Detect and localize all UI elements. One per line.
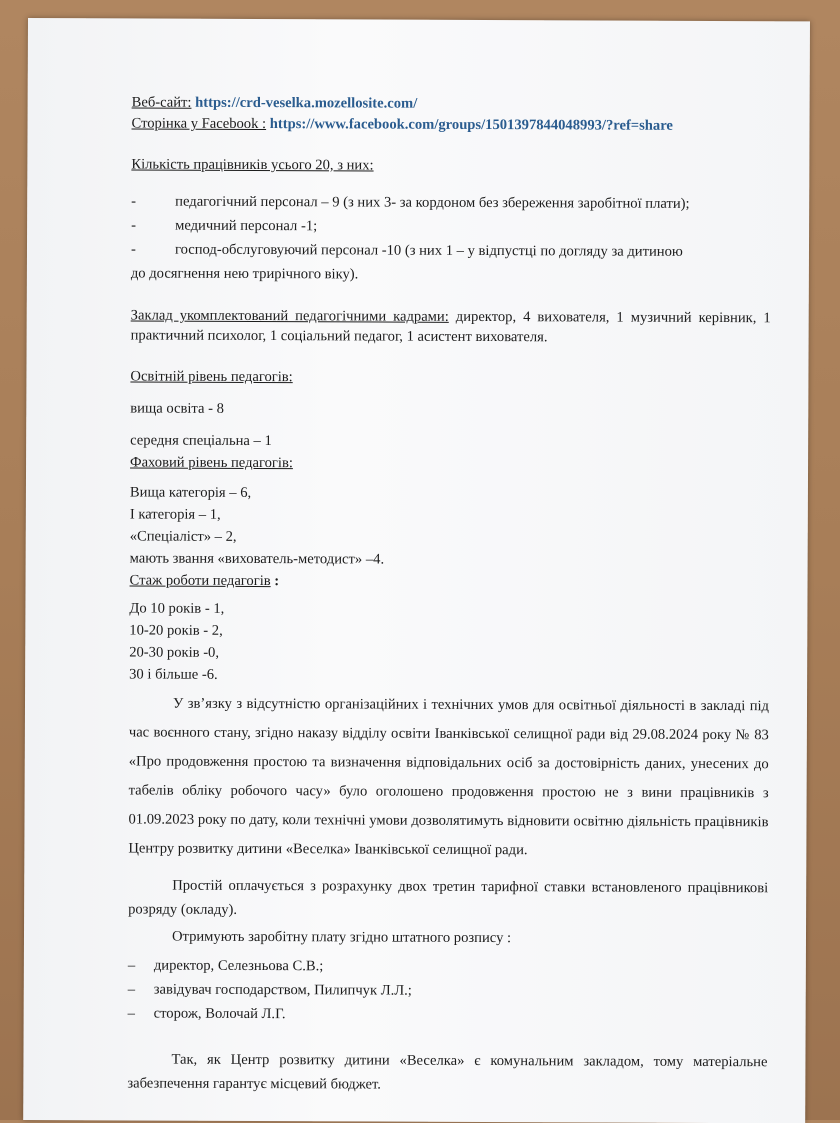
salary-item-text: директор, Селезньова С.В.;	[153, 957, 324, 975]
website-label: Веб-сайт:	[131, 94, 192, 111]
salary-item	[128, 1001, 768, 1028]
experience-line: 20-30 років -0,	[129, 644, 220, 661]
qualification-heading: Фаховий рівень педагогів:	[130, 454, 293, 472]
list-dash: –	[127, 1005, 135, 1022]
qualification-line: «Спеціаліст» – 2,	[129, 528, 237, 545]
experience-line: 10-20 років - 2,	[129, 622, 223, 639]
staffing-paragraph	[131, 305, 771, 348]
staff-item	[131, 189, 771, 216]
document-body	[127, 92, 771, 1098]
facebook-line	[131, 113, 771, 137]
education-line: вища освіта - 8	[130, 400, 224, 417]
facebook-link[interactable]: https://www.facebook.com/groups/1501397844048993/?ref=share	[269, 116, 673, 134]
list-dash: -	[131, 193, 137, 210]
paragraph-downtime: У зв’язку з відсутністю організаційних і технічних умов для освітньої діяльності в закладі під час воєнного стану, згідно наказу відділу освіти Іванківської селищної ради від 29.08.2024 року № 83 «Про продовження простою та визначення відповідальних осіб за достовірність даних, унесених до табелів обліку робочого часу» було оголошено продовження простою не з вини працівників з 01.09.2023 року по дату, коли технічні умови дозволятимуть відновити освітню діяльність працівників Центру розвитку дитини «Веселка» Іванківської селищної ради.	[128, 695, 770, 859]
staff-item-text: господ-обслуговуючий персонал -10 (з них 1 – у відпустці по догляду за дитиною	[174, 241, 683, 260]
website-link[interactable]: https://crd-veselka.mozellosite.com/	[195, 94, 418, 112]
salary-item	[128, 953, 768, 980]
paragraph-budget: Так, як Центр розвитку дитини «Веселка» є комунальним закладом, тому матеріальне забезпечення гарантує місцевий бюджет.	[127, 1051, 768, 1093]
list-dash: –	[127, 981, 136, 998]
staff-item	[131, 237, 771, 264]
experience-colon: :	[270, 573, 280, 590]
salary-item	[128, 977, 768, 1004]
experience-line: До 10 років - 1,	[129, 600, 225, 617]
paragraph-payment: Простій оплачується з розрахунку двох третин тарифної ставки встановленого працівникові розряду (окладу).	[128, 877, 769, 918]
salary-item-text: завідувач господарством, Пилипчук Л.Л.;	[153, 981, 412, 999]
qualification-line: І категорія – 1,	[129, 506, 221, 523]
staff-item-continuation: до досягнення нею трирічного віку).	[130, 265, 359, 283]
salary-intro: Отримують заробітну плату згідно штатного розпису :	[171, 928, 512, 947]
qualification-line: Вища категорія – 6,	[129, 484, 252, 501]
education-heading: Освітній рівень педагогів:	[130, 368, 293, 386]
education-line: середня спеціальна – 1	[130, 432, 272, 450]
list-dash: -	[131, 217, 137, 234]
experience-line: 30 і більше -6.	[129, 666, 218, 683]
document-page	[23, 18, 810, 1123]
list-dash: -	[130, 241, 136, 258]
staff-heading: Кількість працівників усього 20, з них:	[131, 156, 374, 174]
website-line	[132, 92, 772, 116]
salary-item-text: сторож, Волочай Л.Г.	[153, 1005, 286, 1023]
staff-item	[131, 213, 771, 240]
staff-item-text: педагогічний персонал – 9 (з них 3- за кордоном без збереження заробітної плати);	[175, 193, 690, 212]
staffing-label: Заклад укомплектований педагогічними кадрами:	[130, 307, 449, 325]
list-dash: –	[127, 957, 136, 974]
staff-item-text: медичний персонал -1;	[175, 217, 318, 235]
staffing-text: директор, 4 вихователя, 1 музичний керівник, 1 практичний психолог, 1 соціальний педагог, 1 асистент вихователя.	[130, 308, 771, 346]
qualification-line: мають звання «вихователь-методист» –4.	[129, 550, 385, 568]
experience-heading: Стаж роботи педагогів	[129, 572, 271, 590]
facebook-label: Сторінка у Facebook :	[131, 115, 267, 133]
experience-heading-line	[129, 569, 769, 594]
